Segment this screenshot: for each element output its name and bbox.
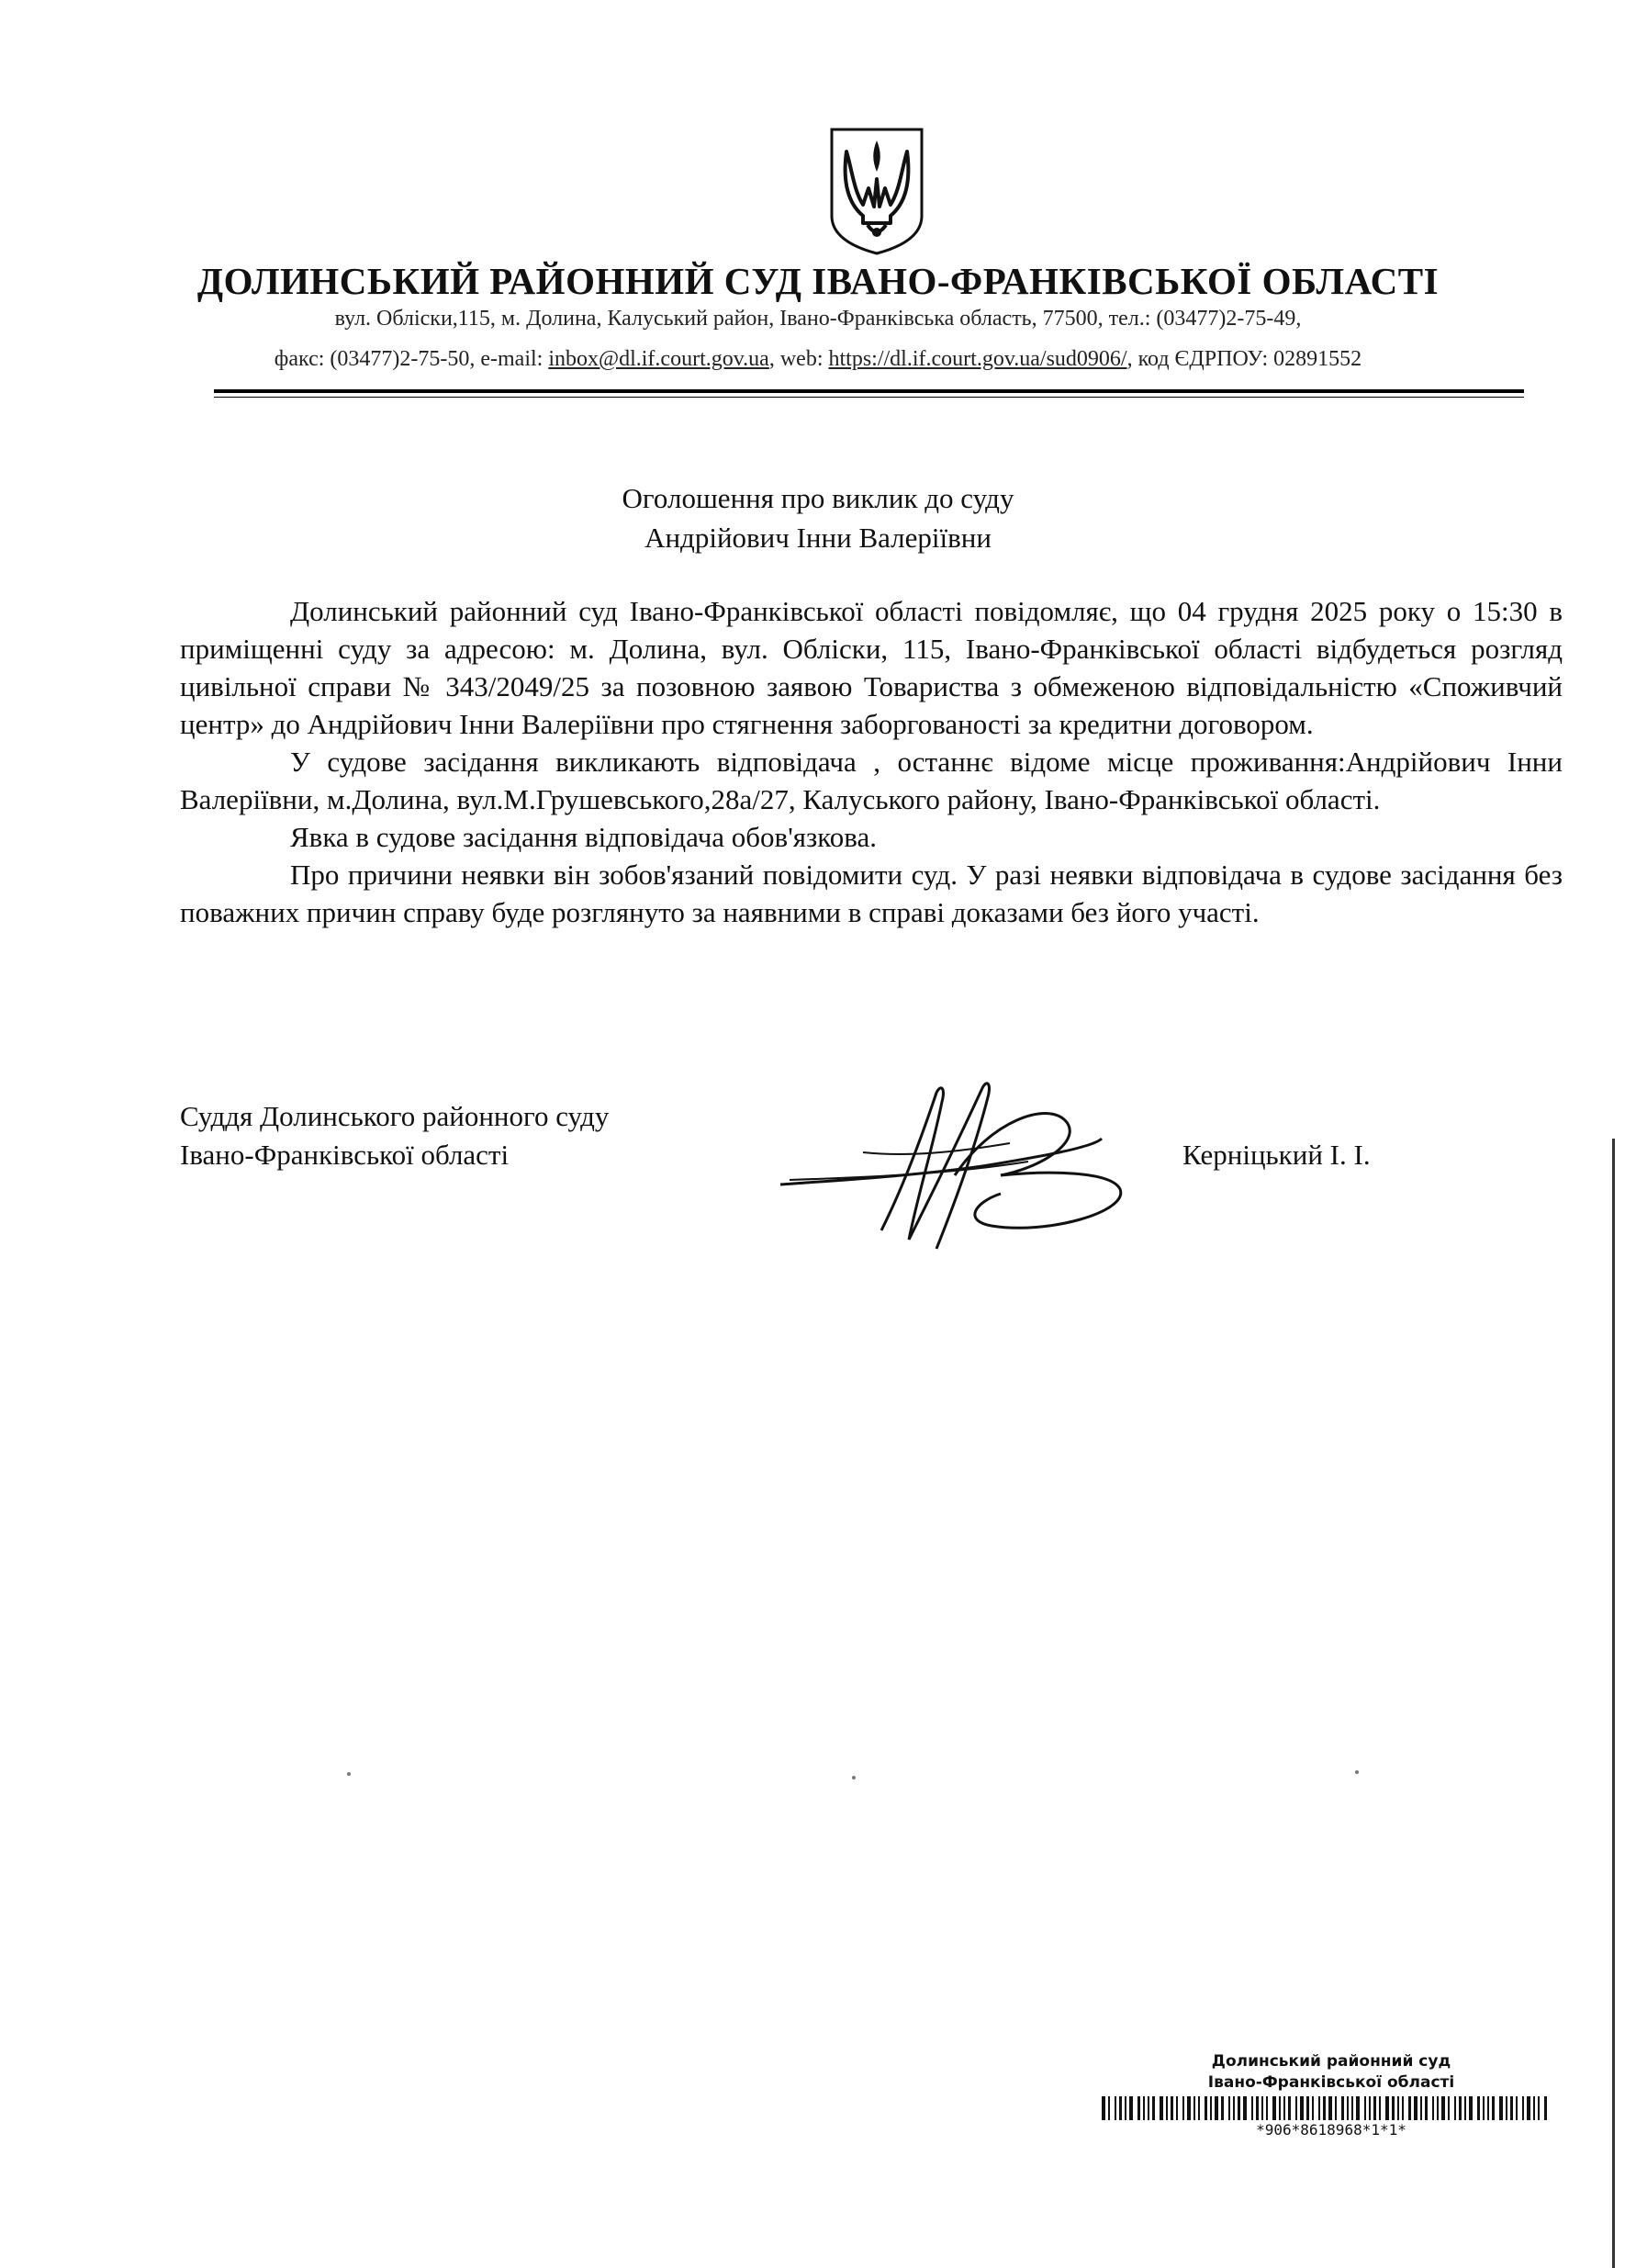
barcode-bar xyxy=(1483,2096,1485,2120)
barcode-bar xyxy=(1221,2096,1224,2120)
barcode-bar xyxy=(1538,2096,1540,2120)
barcode-bar xyxy=(1148,2096,1149,2120)
barcode-bar xyxy=(1522,2096,1524,2120)
judge-name: Керніцький І. І. xyxy=(1182,1139,1371,1171)
barcode-bar xyxy=(1143,2096,1145,2120)
barcode-bar xyxy=(1261,2096,1263,2120)
barcode-bar xyxy=(1356,2096,1360,2120)
barcode-bar xyxy=(1335,2096,1337,2120)
barcode-bar xyxy=(1166,2096,1168,2120)
barcode-bar xyxy=(1318,2096,1320,2120)
barcode-bar xyxy=(1392,2096,1395,2120)
barcode-bar xyxy=(1176,2096,1178,2120)
barcode-bar xyxy=(1408,2096,1411,2120)
scan-speck xyxy=(852,1776,856,1780)
barcode-bar xyxy=(1137,2096,1140,2120)
barcode-bar xyxy=(1228,2096,1230,2120)
barcode-bar xyxy=(1454,2096,1456,2120)
fax-label: факс: (03477)2-75-50, e-mail: xyxy=(274,347,543,371)
barcode-number: *906*8618968*1*1* xyxy=(1256,2121,1406,2139)
judge-title-line1: Суддя Долинського районного суду xyxy=(180,1100,610,1132)
website-link[interactable]: https://dl.if.court.gov.ua/sud0906/ xyxy=(828,347,1127,371)
barcode-bar xyxy=(1459,2096,1462,2120)
barcode-bar xyxy=(1469,2096,1473,2120)
barcode-bar xyxy=(1198,2096,1200,2120)
barcode-bar xyxy=(1364,2096,1366,2120)
barcode-bar xyxy=(1119,2096,1122,2120)
notice-person: Андрійович Інни Валеріївни xyxy=(644,522,992,554)
barcode-bar xyxy=(1510,2096,1513,2120)
barcode-bar xyxy=(1369,2096,1371,2120)
stamp-court-name: Долинський районний суд xyxy=(1211,2052,1451,2071)
barcode-bar xyxy=(1312,2096,1314,2120)
barcode-bar xyxy=(1266,2096,1268,2120)
barcode-bar xyxy=(1414,2096,1417,2120)
barcode-bar xyxy=(1464,2096,1466,2120)
barcode-bar xyxy=(1492,2096,1495,2120)
judge-title-line2: Івано-Франківської області xyxy=(180,1139,510,1171)
barcode-bar xyxy=(1193,2096,1195,2120)
barcode-bar xyxy=(1506,2096,1507,2120)
barcode-bar xyxy=(1323,2096,1326,2120)
barcode-bar xyxy=(1288,2096,1291,2120)
barcode-bar xyxy=(1402,2096,1404,2120)
barcode-bar xyxy=(1171,2096,1173,2120)
barcode-bar xyxy=(1385,2096,1389,2120)
barcode-bar xyxy=(1420,2096,1422,2120)
paragraph-absence: Про причини неявки він зобов'язаний повідомити суд. У разі неявки відповідача в судове засідання без поважних причин справу буде розглянуто за наявними в справі доказами без його участі. xyxy=(180,859,1563,928)
trident-coat-of-arms-icon xyxy=(826,124,927,257)
scan-edge-line xyxy=(1612,1139,1615,2268)
barcode-bar xyxy=(1516,2096,1518,2120)
barcode-bar xyxy=(1129,2096,1133,2120)
header-divider-thin xyxy=(214,397,1524,398)
email-link[interactable]: inbox@dl.if.court.gov.ua xyxy=(548,347,769,371)
barcode-bar xyxy=(1306,2096,1309,2120)
barcode-bar xyxy=(1347,2096,1349,2120)
notice-title: Оголошення про виклик до суду xyxy=(622,482,1014,514)
notice-body xyxy=(180,592,1563,931)
barcode-bar xyxy=(1233,2096,1235,2120)
barcode-bar xyxy=(1102,2096,1105,2120)
stamp-region: Івано-Франківської області xyxy=(1207,2073,1455,2092)
barcode-bar xyxy=(1295,2096,1297,2120)
barcode-bar xyxy=(1210,2096,1212,2120)
barcode-bar xyxy=(1527,2096,1530,2120)
barcode-bar xyxy=(1160,2096,1163,2120)
barcode-bar xyxy=(1328,2096,1332,2120)
court-address: вул. Обліски,115, м. Долина, Калуський район, Івано-Франківська область, 77500, тел.: (03477)2-75-49, xyxy=(334,307,1302,331)
paragraph-summons: У судове засідання викликають відповідача , останнє відоме місце проживання:Андрійович Інни Валеріївни, м.Долина, вул.М.Грушевського,28а/27, Калуського району, Івано-Франківської області. xyxy=(180,746,1563,815)
barcode-icon xyxy=(1102,2096,1552,2120)
barcode-bar xyxy=(1108,2096,1110,2120)
barcode-bar xyxy=(1205,2096,1207,2120)
barcode-bar xyxy=(1115,2096,1116,2120)
scan-speck xyxy=(1355,1770,1359,1774)
barcode-bar xyxy=(1448,2096,1450,2120)
barcode-bar xyxy=(1243,2096,1247,2120)
barcode-bar xyxy=(1373,2096,1376,2120)
barcode-bar xyxy=(1238,2096,1240,2120)
barcode-bar xyxy=(1215,2096,1218,2120)
barcode-bar xyxy=(1125,2096,1126,2120)
barcode-bar xyxy=(1397,2096,1399,2120)
barcode-bar xyxy=(1283,2096,1285,2120)
barcode-bar xyxy=(1544,2096,1547,2120)
barcode-bar xyxy=(1187,2096,1191,2120)
court-title: ДОЛИНСЬКИЙ РАЙОННИЙ СУД ІВАНО-ФРАНКІВСЬКОЇ ОБЛАСТІ xyxy=(196,260,1440,302)
scan-speck xyxy=(347,1772,351,1776)
barcode-bar xyxy=(1279,2096,1281,2120)
barcode-bar xyxy=(1379,2096,1381,2120)
barcode-bar xyxy=(1152,2096,1155,2120)
barcode-bar xyxy=(1425,2096,1428,2120)
barcode-bar xyxy=(1351,2096,1353,2120)
barcode-bar xyxy=(1272,2096,1276,2120)
barcode-bar xyxy=(1477,2096,1480,2120)
web-label: , web: xyxy=(768,347,824,371)
paragraph-hearing: Долинський районний суд Івано-Франківської області повідомляє, що 04 грудня 2025 року о 15:30 в приміщенні суду за адресою: м. Долина, вул. Обліски, 115, Івано-Франківської області відбудеться розгляд цивільної справи № 343/2049/25 за позовною заявою Товариства з обмеженою відповідальністю «Споживчий центр» до Андрійович Інни Валеріївни про стягнення заборгованості за кредитни договором. xyxy=(180,595,1563,740)
barcode-bar xyxy=(1437,2096,1439,2120)
barcode-bar xyxy=(1441,2096,1445,2120)
court-contacts xyxy=(0,347,1636,372)
barcode-bar xyxy=(1251,2096,1253,2120)
edrpou-code: , код ЄДРПОУ: 02891552 xyxy=(1126,347,1362,371)
barcode-bar xyxy=(1182,2096,1184,2120)
barcode-bar xyxy=(1300,2096,1304,2120)
paragraph-attendance: Явка в судове засідання відповідача обов'язкова. xyxy=(290,821,878,853)
barcode-bar xyxy=(1256,2096,1259,2120)
barcode-bar xyxy=(1487,2096,1489,2120)
header-divider-thick xyxy=(214,389,1524,393)
barcode-bar xyxy=(1341,2096,1344,2120)
barcode-bar xyxy=(1533,2096,1535,2120)
handwritten-signature-icon xyxy=(771,1065,1129,1267)
barcode-bar xyxy=(1432,2096,1434,2120)
barcode-bar xyxy=(1499,2096,1503,2120)
